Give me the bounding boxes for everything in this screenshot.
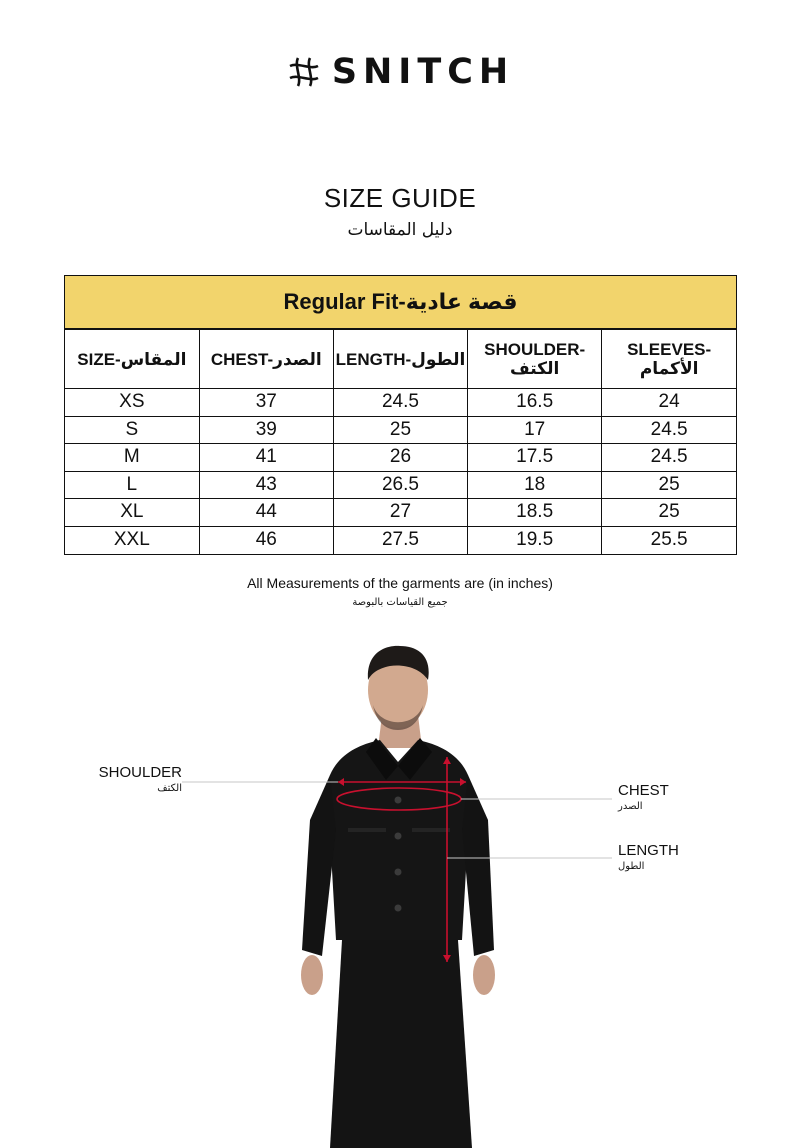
table-cell: 27.5 (333, 526, 467, 554)
table-row (65, 526, 736, 554)
table-cell: 16.5 (468, 389, 602, 417)
table-cell: 24.5 (602, 416, 736, 444)
table-cell: 46 (199, 526, 333, 554)
table-cell: XL (65, 499, 199, 527)
table-cell: 24.5 (602, 444, 736, 472)
table-cell: 26.5 (333, 471, 467, 499)
table-cell: 25 (602, 499, 736, 527)
table-cell: 17 (468, 416, 602, 444)
brand-name: SNITCH (331, 52, 515, 92)
table-cell: L (65, 471, 199, 499)
table-cell: 24 (602, 389, 736, 417)
header-shoulder: SHOULDER- الكتف (468, 330, 602, 389)
table-cell: 18 (468, 471, 602, 499)
chest-label: CHEST الصدر (618, 782, 669, 812)
table-cell: 41 (199, 444, 333, 472)
table-cell: 25 (602, 471, 736, 499)
brand-logo (0, 52, 800, 92)
table-cell: XS (65, 389, 199, 417)
measurement-note-arabic: جميع القياسات بالبوصة (352, 597, 448, 608)
table-cell: 19.5 (468, 526, 602, 554)
header-chest: CHEST-الصدر (199, 330, 333, 389)
page-title-arabic: دليل المقاسات (347, 220, 453, 240)
table-row (65, 416, 736, 444)
shoulder-label: SHOULDER الكتف (98, 764, 182, 794)
header-size: SIZE-المقاس (65, 330, 199, 389)
measurement-note: All Measurements of the garments are (in inches) (247, 575, 553, 591)
model-jacket-illustration (250, 640, 550, 1148)
size-chart-table (65, 329, 736, 554)
page-title: SIZE GUIDE (323, 183, 477, 213)
header-length: LENGTH-الطول (333, 330, 467, 389)
table-cell: 17.5 (468, 444, 602, 472)
table-cell: 26 (333, 444, 467, 472)
header-sleeves: SLEEVES- الأكمام (602, 330, 736, 389)
table-cell: 25.5 (602, 526, 736, 554)
table-cell: 39 (199, 416, 333, 444)
snitch-logo-icon (286, 54, 322, 90)
table-cell: S (65, 416, 199, 444)
table-cell: XXL (65, 526, 199, 554)
length-label: LENGTH الطول (618, 842, 679, 872)
table-cell: 24.5 (333, 389, 467, 417)
table-header-row (65, 330, 736, 389)
table-row (65, 444, 736, 472)
table-row (65, 499, 736, 527)
table-cell: 27 (333, 499, 467, 527)
fit-banner: Regular Fit-قصة عادية (65, 276, 736, 329)
size-table (64, 275, 737, 555)
table-cell: 37 (199, 389, 333, 417)
table-cell: 43 (199, 471, 333, 499)
table-cell: 25 (333, 416, 467, 444)
table-cell: M (65, 444, 199, 472)
table-row (65, 389, 736, 417)
table-row (65, 471, 736, 499)
table-cell: 18.5 (468, 499, 602, 527)
table-cell: 44 (199, 499, 333, 527)
